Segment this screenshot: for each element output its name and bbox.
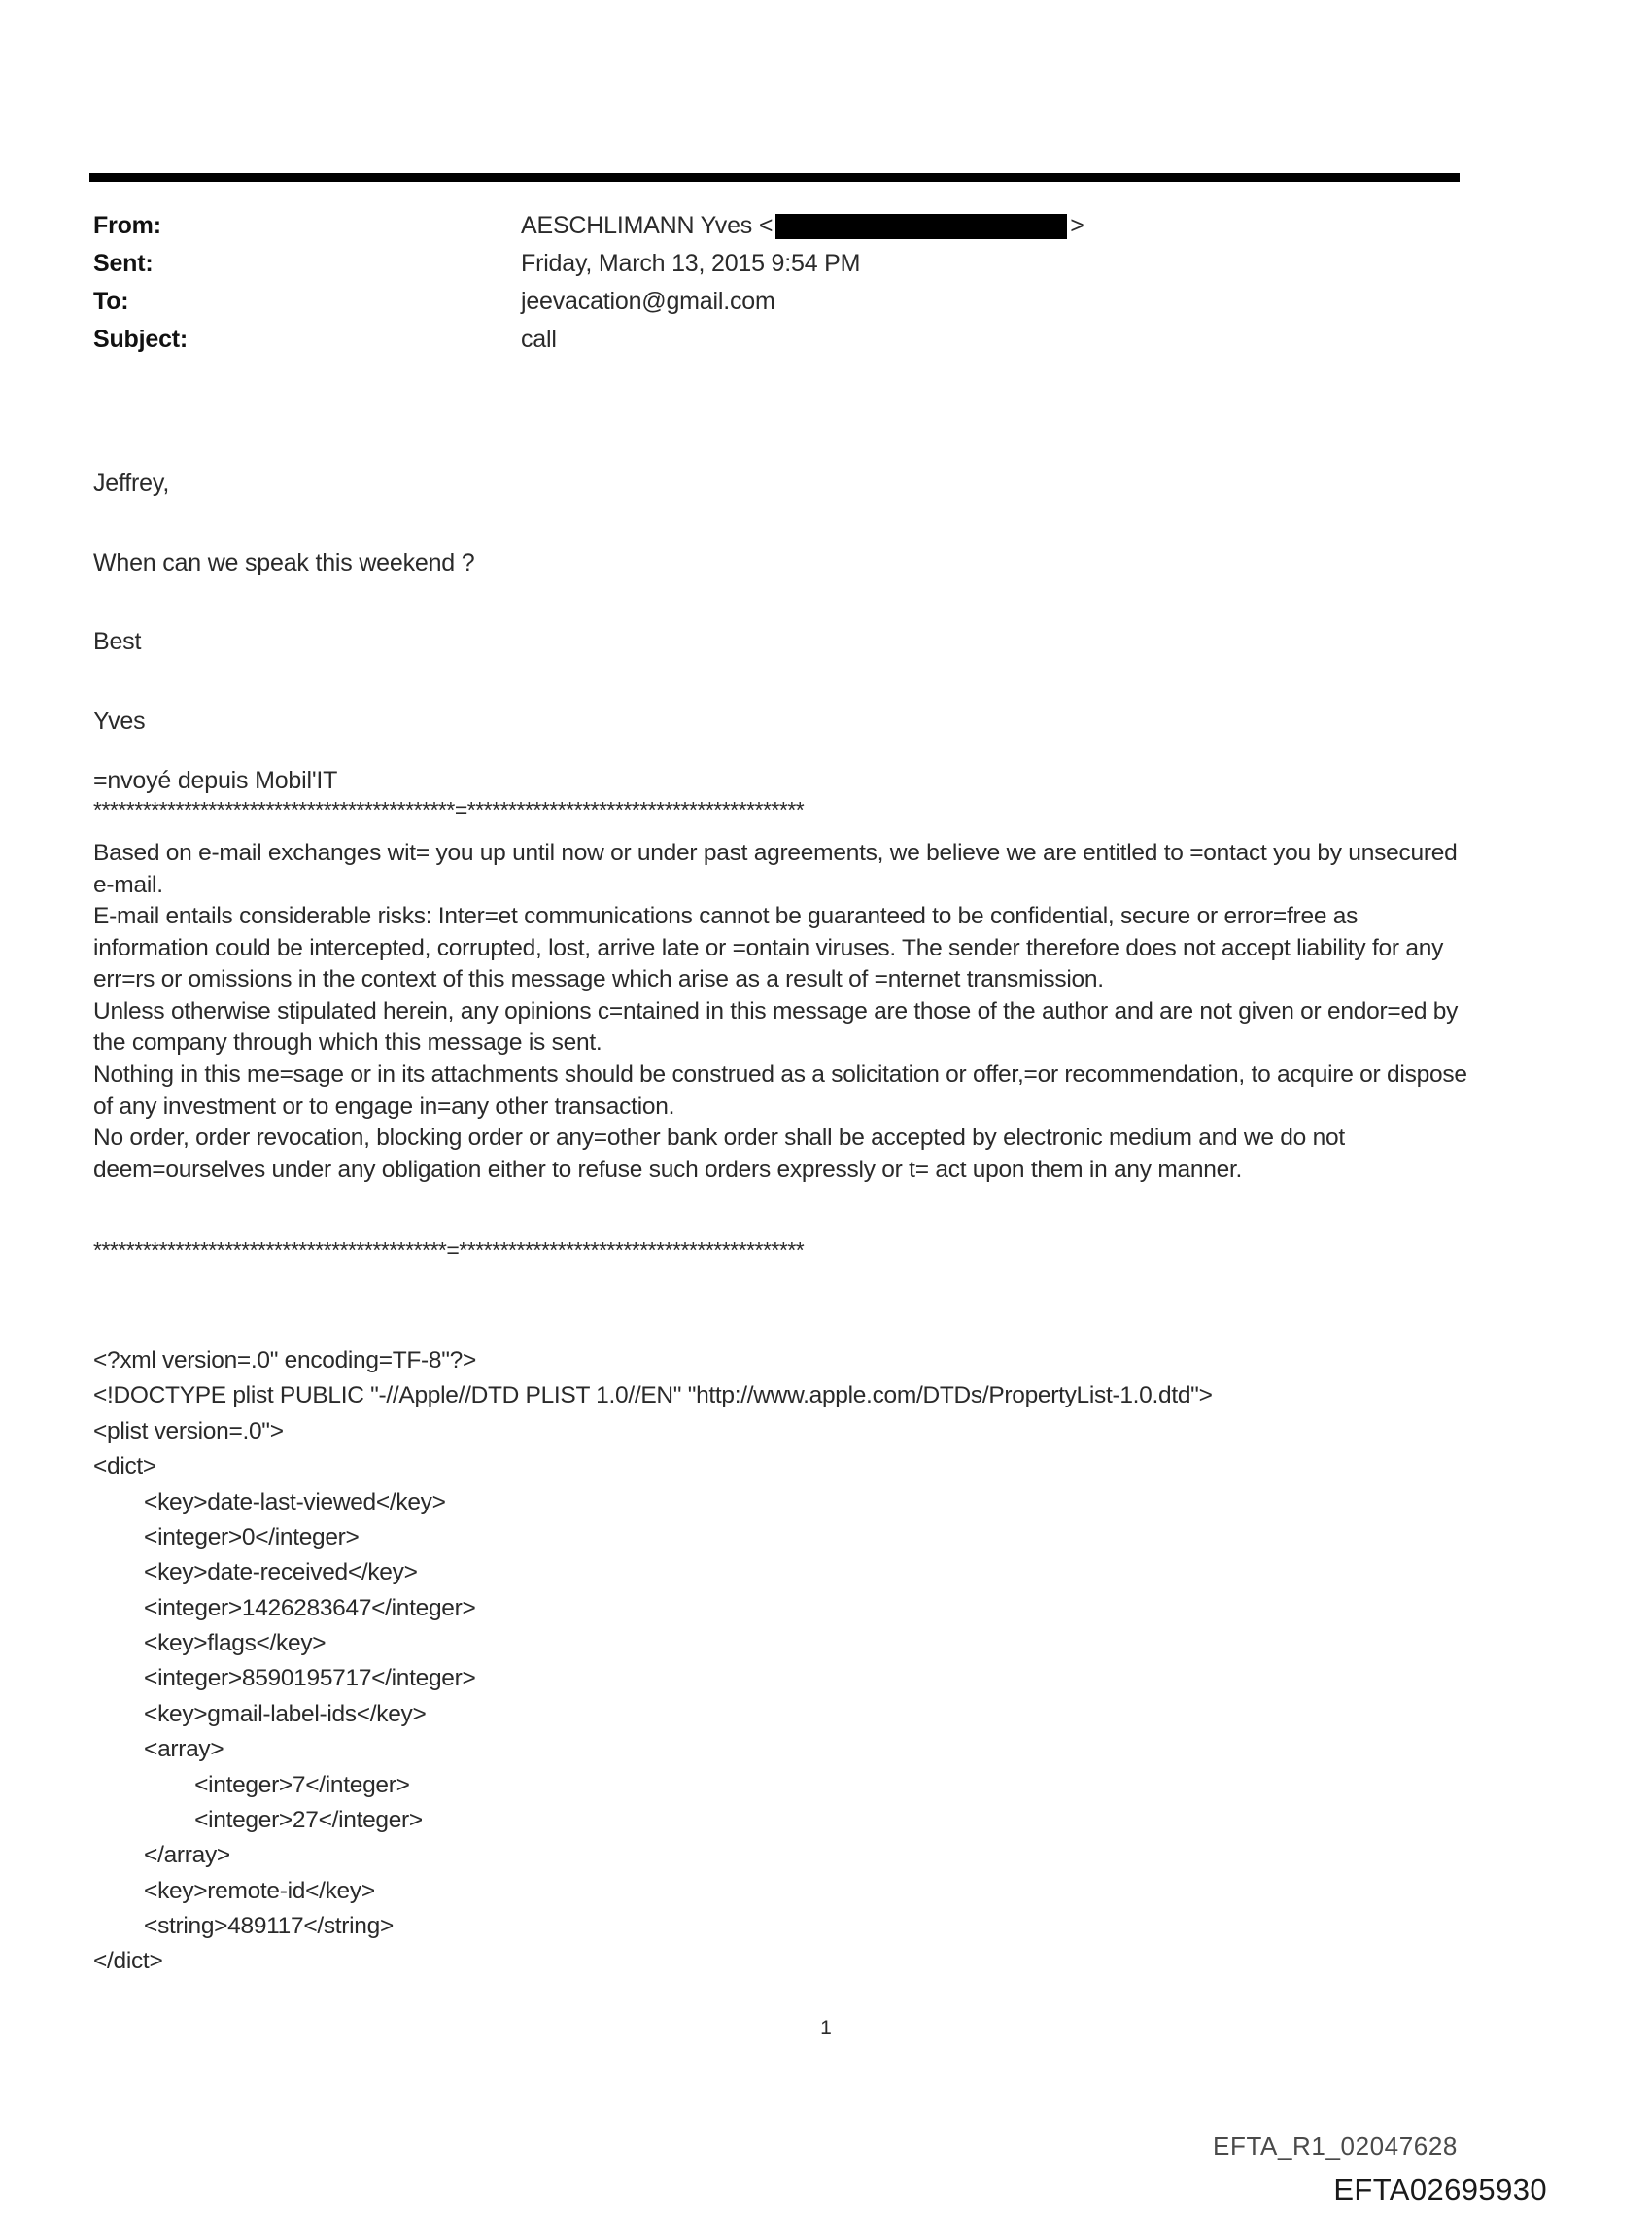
message-body <box>93 469 1473 785</box>
separator-stars-bottom: *******************************************=****************************************** <box>93 1237 805 1263</box>
disclaimer-paragraph: Based on e-mail exchanges wit= you up until now or under past agreements, we believe we are entitled to =ontact you by unsecured e-mail. <box>93 840 1458 898</box>
header-label-sent: Sent: <box>93 250 154 277</box>
header-value-subject: call <box>521 326 557 353</box>
redaction-bar <box>775 214 1067 239</box>
header-row-subject <box>93 326 1259 364</box>
xml-line: <array> <box>93 1736 224 1763</box>
xml-line: <integer>1426283647</integer> <box>93 1594 476 1621</box>
header-label-subject: Subject: <box>93 326 189 353</box>
sender-bracket-close: > <box>1070 212 1084 239</box>
disclaimer-paragraph: No order, order revocation, blocking order or any=other bank order shall be accepted by electronic medium and we do not deem=ourselves under any obligation either to refuse such orders expressly or t= act upon them in any manner. <box>93 1125 1345 1183</box>
header-value-sent: Friday, March 13, 2015 9:54 PM <box>521 250 861 277</box>
xml-line: </dict> <box>93 1948 163 1975</box>
header-label-from: From: <box>93 212 161 239</box>
xml-line: <key>date-last-viewed</key> <box>93 1488 446 1515</box>
xml-line: <key>flags</key> <box>93 1630 327 1656</box>
disclaimer-paragraph: Nothing in this me=sage or in its attachments should be construed as a solicitation or offer,=or recommendation, to acquire or dispose of any investment or to engage in=any other transaction. <box>93 1061 1467 1120</box>
xml-line: <?xml version=.0" encoding=TF-8"?> <box>93 1347 476 1373</box>
bates-stamp-secondary: EFTA02695930 <box>1333 2172 1547 2206</box>
message-salutation: Jeffrey, <box>93 469 170 497</box>
xml-line: <integer>0</integer> <box>93 1523 360 1550</box>
xml-line: <key>gmail-label-ids</key> <box>93 1700 427 1727</box>
sender-name: AESCHLIMANN Yves < <box>521 212 774 239</box>
xml-line: <integer>8590195717</integer> <box>93 1665 476 1692</box>
message-closing: Best <box>93 628 142 655</box>
bates-stamp-primary: EFTA_R1_02047628 <box>1213 2132 1458 2161</box>
xml-line: </array> <box>93 1842 230 1869</box>
separator-stars-bottom-wrap <box>93 1236 1478 1265</box>
plist-xml-dump <box>93 1343 1551 1980</box>
xml-line: <string>489117</string> <box>93 1913 394 1939</box>
page-number: 1 <box>820 2017 832 2039</box>
xml-line: <plist version=.0"> <box>93 1417 284 1444</box>
sent-from-tagline: =nvoyé depuis Mobil'IT <box>93 767 338 794</box>
header-value-from <box>521 212 1084 240</box>
xml-line: <integer>27</integer> <box>93 1806 423 1833</box>
xml-line: <dict> <box>93 1453 156 1480</box>
email-header <box>93 212 1259 364</box>
xml-line: <!DOCTYPE plist PUBLIC "-//Apple//DTD PLIST 1.0//EN" "http://www.apple.com/DTDs/PropertyList-1.0.dtd"> <box>93 1382 1213 1409</box>
xml-line: <integer>7</integer> <box>93 1771 410 1798</box>
xml-line: <key>date-received</key> <box>93 1559 418 1586</box>
disclaimer-paragraph: E-mail entails considerable risks: Inter=et communications cannot be guaranteed to be confidential, secure or error=free as information could be intercepted, corrupted, lost, arrive late or =ontain viruses. The sender therefore does not accept liability for any err=rs or omissions in the context of this message which arise as a result of =nternet transmission. <box>93 903 1444 993</box>
separator-stars-top: ********************************************=***************************************** <box>93 797 805 822</box>
message-text: When can we speak this weekend ? <box>93 548 475 576</box>
header-rule <box>89 173 1460 182</box>
xml-line: <key>remote-id</key> <box>93 1877 375 1904</box>
header-row-from <box>93 212 1259 250</box>
header-row-sent <box>93 250 1259 288</box>
header-value-to: jeevacation@gmail.com <box>521 288 775 315</box>
legal-disclaimer <box>93 838 1478 1186</box>
signature-block <box>93 766 1473 824</box>
header-row-to <box>93 288 1259 326</box>
header-label-to: To: <box>93 288 129 315</box>
disclaimer-paragraph: Unless otherwise stipulated herein, any opinions c=ntained in this message are those of the author and are not given or endor=ed by the company through which this message is sent. <box>93 997 1459 1057</box>
message-signature: Yves <box>93 707 146 735</box>
